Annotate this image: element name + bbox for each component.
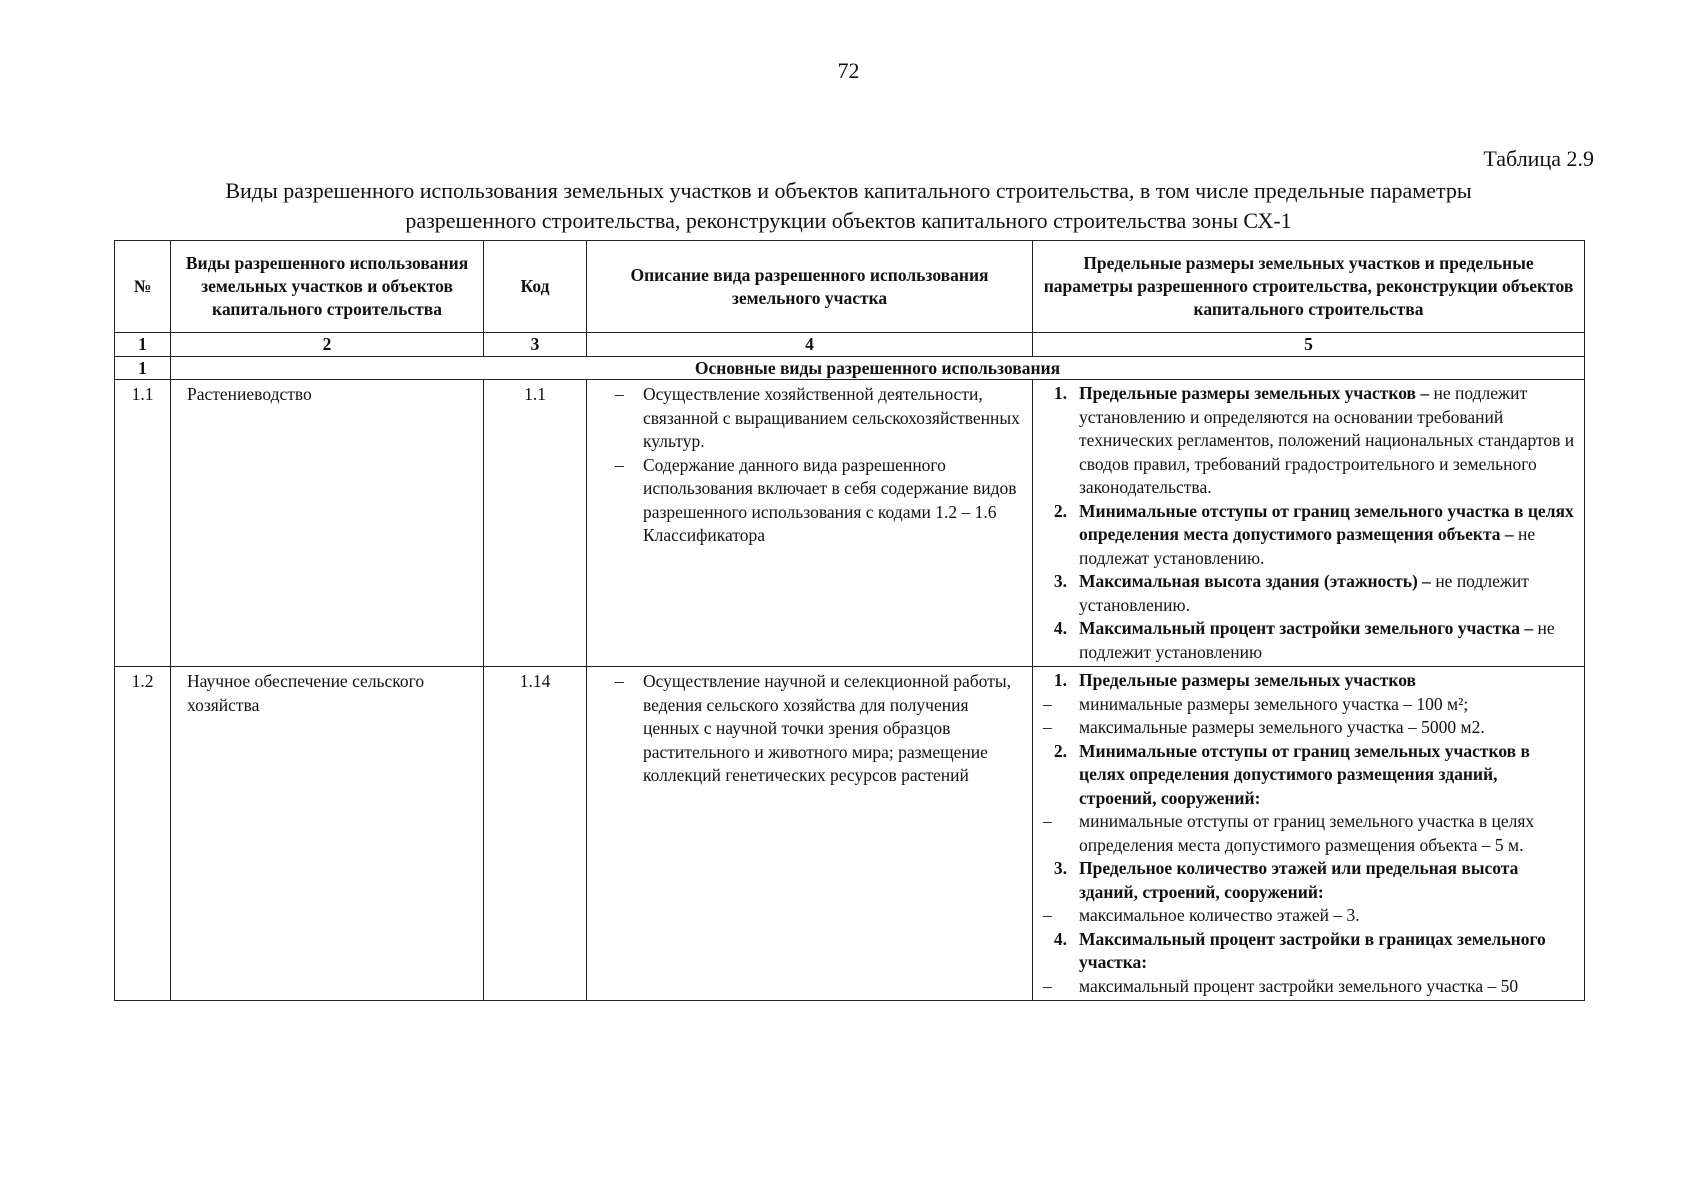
parameter-text: не подлежит установлению. [1079, 571, 1529, 615]
row-code: 1.14 [484, 667, 587, 1001]
section-number: 1 [115, 357, 171, 380]
column-number: 2 [171, 333, 484, 357]
parameter-text: не подлежит установлению и определяются на основании требований технических регламентов, положений национальных стандартов и сводов правил, требований градостроительного и земельного законодательства. [1079, 383, 1575, 497]
header-row [115, 241, 1585, 333]
description-item: – Осуществление хозяйственной деятельности, связанной с выращиванием сельскохозяйственных культур. [609, 383, 1026, 454]
parameter-text: минимальные размеры земельного участка – 100 м²; [1079, 693, 1469, 714]
table-title-line-2: разрешенного строительства, реконструкции объектов капитального строительства зоны СХ-1 [405, 208, 1292, 233]
parameter-dash-item: – максимальное количество этажей – 3. [1043, 905, 1360, 925]
parameter-number: 2. [1053, 500, 1067, 521]
parameter-heading: Максимальная высота здания (этажность) – [1079, 571, 1431, 591]
parameter-text: максимальные размеры земельного участка – 5000 м2. [1079, 717, 1485, 737]
parameter-item [1039, 500, 1576, 571]
row-code: 1.1 [484, 380, 587, 667]
header-desc: Описание вида разрешенного использования земельного участка [587, 241, 1033, 333]
table-title-line-1: Виды разрешенного использования земельных участков и объектов капитального строительства, в том числе предельные параметры [225, 178, 1472, 203]
parameter-dash-item: – минимальные отступы от границ земельного участка в целях определения места допустимого размещения объекта – 5 м. [1043, 811, 1535, 855]
header-type: Виды разрешенного использования земельных участков и объектов капитального строительства [171, 241, 484, 333]
parameter-item: 3. Предельное количество этажей или предельная высота зданий, строений, сооружений: [1053, 858, 1519, 902]
section-title: Основные виды разрешенного использования [171, 357, 1585, 380]
parameter-item: 1. Предельные размеры земельных участков [1053, 670, 1416, 690]
parameter-text: максимальное количество этажей – 3. [1079, 905, 1360, 925]
column-number: 4 [587, 333, 1033, 357]
parameter-number: 3. [1053, 571, 1067, 591]
row-number: 1.2 [115, 667, 171, 1001]
column-number: 1 [115, 333, 171, 357]
table-row [115, 380, 1585, 667]
parameter-item [1039, 617, 1576, 664]
parameter-dash-item: – минимальные размеры земельного участка – 100 м²; [1043, 693, 1469, 714]
row-description [587, 667, 1033, 1001]
column-number: 5 [1033, 333, 1585, 357]
parameter-number: 4. [1053, 618, 1067, 638]
row-parameters [1033, 380, 1585, 667]
parameter-text: максимальный процент застройки земельного участка – 50 [1079, 975, 1519, 996]
parameter-item: 2. Минимальные отступы от границ земельных участков в целях определения допустимого размещения зданий, строений, сооружений: [1053, 740, 1530, 808]
zoning-table [114, 240, 1585, 1001]
parameter-heading: Минимальные отступы от границ земельных участков в целях определения допустимого размещения зданий, строений, сооружений: [1079, 740, 1530, 808]
column-number-row [115, 333, 1585, 357]
header-params: Предельные размеры земельных участков и предельные параметры разрешенного строительства, реконструкции объектов капитального строительства [1033, 241, 1585, 333]
parameter-text: не подлежат установлению. [1079, 524, 1536, 568]
description-item: – Осуществление научной и селекционной работы, ведения сельского хозяйства для получения ценных с научной точки зрения образцов растительного и животного мира; размещение коллекций генетических ресурсов растений [609, 670, 1026, 788]
parameter-item [1039, 570, 1576, 617]
parameter-heading: Предельные размеры земельных участков [1079, 670, 1416, 690]
parameter-heading: Предельные размеры земельных участков – [1079, 383, 1430, 403]
section-row [115, 357, 1585, 380]
page-number: 72 [837, 58, 860, 83]
parameter-text: не подлежит установлению [1079, 618, 1555, 662]
parameter-dash-item: – максимальные размеры земельного участка – 5000 м2. [1043, 717, 1485, 737]
header-num: № [115, 241, 171, 333]
header-code: Код [484, 241, 587, 333]
parameter-heading: Предельное количество этажей или предельная высота зданий, строений, сооружений: [1079, 858, 1519, 902]
parameter-text: минимальные отступы от границ земельного участка в целях определения места допустимого размещения объекта – 5 м. [1079, 811, 1535, 855]
parameter-number: 1. [1053, 383, 1067, 403]
row-use-type: Растениеводство [171, 380, 484, 667]
parameter-item: 4. Максимальный процент застройки в границах земельного участка: [1053, 928, 1546, 972]
parameter-heading: Максимальный процент застройки земельного участка – [1079, 618, 1534, 638]
table-row [115, 667, 1585, 1001]
table-label: Таблица 2.9 [1483, 146, 1594, 171]
parameter-item [1039, 382, 1576, 500]
row-use-type: Научное обеспечение сельского хозяйства [171, 667, 484, 1001]
parameter-heading: Минимальные отступы от границ земельного участка в целях определения места допустимого размещения объекта – [1079, 500, 1574, 544]
table-title [120, 176, 1577, 236]
row-description [587, 380, 1033, 667]
row-parameters [1033, 667, 1585, 1001]
parameter-dash-item: – максимальный процент застройки земельного участка – 50 [1043, 975, 1519, 996]
parameter-heading: Максимальный процент застройки в границах земельного участка: [1079, 928, 1546, 972]
row-number: 1.1 [115, 380, 171, 667]
column-number: 3 [484, 333, 587, 357]
description-item: – Содержание данного вида разрешенного использования включает в себя содержание видов разрешенного использования с кодами 1.2 – 1.6 Классификатора [609, 454, 1026, 548]
